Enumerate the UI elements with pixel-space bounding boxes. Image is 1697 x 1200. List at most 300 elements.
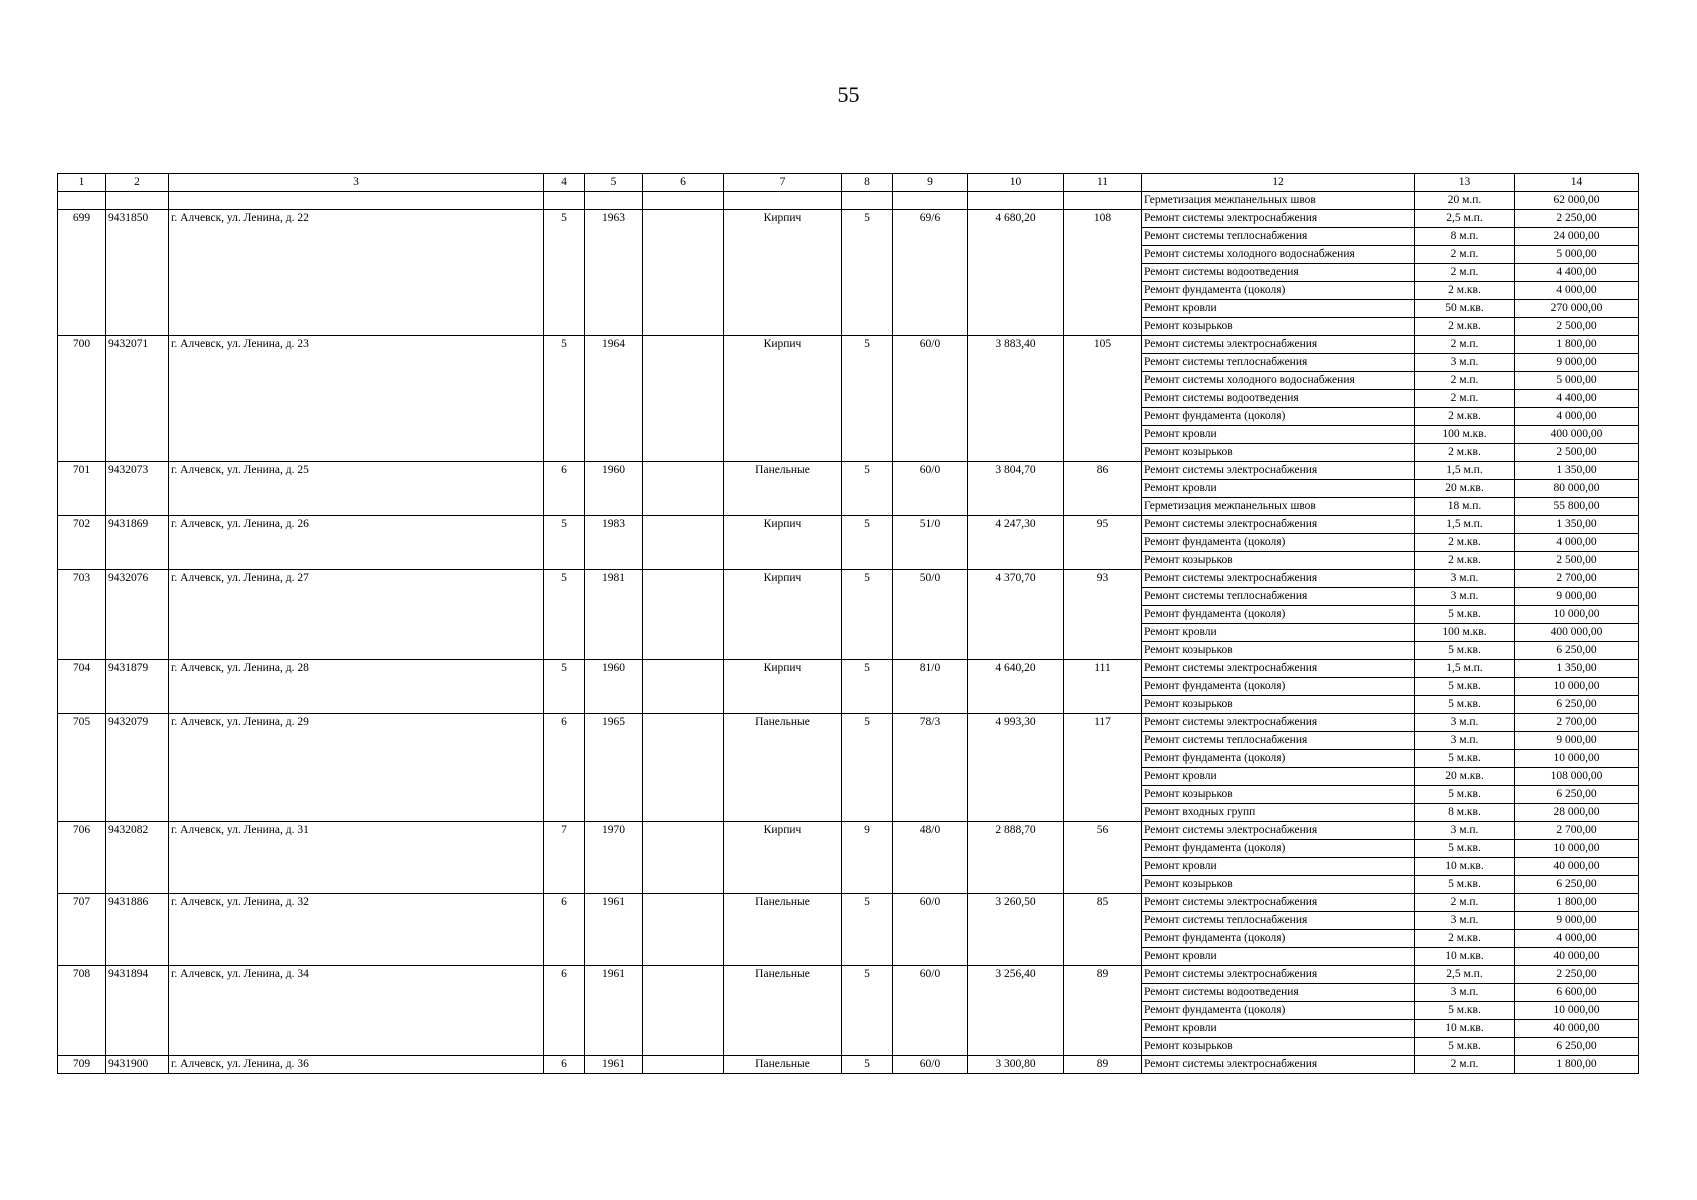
work-cost: 62 000,00 [1515,192,1639,210]
column-9-value: 60/0 [893,462,968,516]
work-name: Ремонт козырьков [1142,552,1415,570]
table-row [58,1056,1639,1074]
column-4-value: 6 [544,1056,585,1074]
work-quantity: 2,5 м.п. [1415,210,1515,228]
column-11-value: 111 [1064,660,1142,714]
work-quantity: 2 м.кв. [1415,318,1515,336]
work-cost: 9 000,00 [1515,588,1639,606]
work-name: Ремонт фундамента (цоколя) [1142,1002,1415,1020]
column-number-row [58,174,1639,192]
work-name: Ремонт системы холодного водоснабжения [1142,372,1415,390]
work-quantity: 2 м.кв. [1415,552,1515,570]
work-name: Ремонт системы холодного водоснабжения [1142,246,1415,264]
column-6-value [643,516,724,570]
work-name: Ремонт козырьков [1142,696,1415,714]
work-name: Ремонт системы электроснабжения [1142,660,1415,678]
work-cost: 2 500,00 [1515,552,1639,570]
work-quantity: 100 м.кв. [1415,426,1515,444]
work-cost: 1 800,00 [1515,336,1639,354]
work-cost: 2 700,00 [1515,714,1639,732]
work-cost: 6 250,00 [1515,786,1639,804]
table-row [58,336,1639,354]
column-11-value: 86 [1064,462,1142,516]
work-quantity: 5 м.кв. [1415,642,1515,660]
work-quantity: 10 м.кв. [1415,948,1515,966]
column-11-value: 117 [1064,714,1142,822]
object-code: 9431886 [106,894,169,966]
empty-cell [169,192,544,210]
work-cost: 4 400,00 [1515,264,1639,282]
work-quantity: 2 м.п. [1415,894,1515,912]
work-quantity: 5 м.кв. [1415,696,1515,714]
column-6-value [643,894,724,966]
total-area: 3 300,80 [968,1056,1064,1074]
column-6-value [643,660,724,714]
work-name: Ремонт кровли [1142,480,1415,498]
column-11-value: 105 [1064,336,1142,462]
total-area: 3 256,40 [968,966,1064,1056]
column-header: 1 [58,174,106,192]
work-cost: 4 000,00 [1515,282,1639,300]
address: г. Алчевск, ул. Ленина, д. 28 [169,660,544,714]
column-6-value [643,570,724,660]
column-9-value: 51/0 [893,516,968,570]
work-quantity: 20 м.кв. [1415,480,1515,498]
register-body [58,192,1639,1074]
work-cost: 40 000,00 [1515,1020,1639,1038]
column-header: 14 [1515,174,1639,192]
work-name: Ремонт козырьков [1142,318,1415,336]
work-name: Ремонт фундамента (цоколя) [1142,750,1415,768]
work-cost: 108 000,00 [1515,768,1639,786]
work-cost: 2 250,00 [1515,210,1639,228]
column-6-value [643,966,724,1056]
work-quantity: 3 м.п. [1415,354,1515,372]
column-header: 4 [544,174,585,192]
column-header: 12 [1142,174,1415,192]
address: г. Алчевск, ул. Ленина, д. 29 [169,714,544,822]
work-cost: 6 600,00 [1515,984,1639,1002]
work-quantity: 5 м.кв. [1415,1002,1515,1020]
work-cost: 2 500,00 [1515,444,1639,462]
object-code: 9431879 [106,660,169,714]
work-cost: 2 500,00 [1515,318,1639,336]
work-name: Ремонт системы водоотведения [1142,390,1415,408]
object-code: 9432073 [106,462,169,516]
floors-count: 5 [842,966,893,1056]
entry-number: 705 [58,714,106,822]
column-4-value: 6 [544,714,585,822]
work-quantity: 5 м.кв. [1415,678,1515,696]
work-cost: 1 350,00 [1515,462,1639,480]
work-cost: 1 800,00 [1515,894,1639,912]
repair-register-table [57,173,1639,1074]
work-quantity: 2 м.п. [1415,264,1515,282]
column-9-value: 78/3 [893,714,968,822]
work-name: Герметизация межпанельных швов [1142,498,1415,516]
work-quantity: 3 м.п. [1415,822,1515,840]
construction-year: 1960 [585,660,643,714]
work-name: Ремонт системы электроснабжения [1142,894,1415,912]
floors-count: 5 [842,570,893,660]
entry-number: 701 [58,462,106,516]
empty-cell [58,192,106,210]
total-area: 4 993,30 [968,714,1064,822]
wall-material: Кирпич [724,210,842,336]
column-header: 5 [585,174,643,192]
column-header: 11 [1064,174,1142,192]
work-name: Ремонт кровли [1142,624,1415,642]
total-area: 4 370,70 [968,570,1064,660]
page-number: 55 [837,82,860,107]
work-cost: 2 250,00 [1515,966,1639,984]
work-quantity: 2 м.кв. [1415,930,1515,948]
entry-number: 707 [58,894,106,966]
work-cost: 5 000,00 [1515,372,1639,390]
floors-count: 5 [842,210,893,336]
work-name: Ремонт системы электроснабжения [1142,462,1415,480]
address: г. Алчевск, ул. Ленина, д. 22 [169,210,544,336]
object-code: 9431850 [106,210,169,336]
floors-count: 5 [842,336,893,462]
work-name: Ремонт кровли [1142,858,1415,876]
column-header: 13 [1415,174,1515,192]
floors-count: 5 [842,894,893,966]
empty-cell [643,192,724,210]
work-name: Ремонт козырьков [1142,786,1415,804]
table-row [58,462,1639,480]
work-name: Ремонт системы теплоснабжения [1142,732,1415,750]
work-name: Ремонт кровли [1142,300,1415,318]
construction-year: 1970 [585,822,643,894]
work-name: Ремонт системы электроснабжения [1142,1056,1415,1074]
work-cost: 6 250,00 [1515,876,1639,894]
empty-cell [968,192,1064,210]
empty-cell [585,192,643,210]
work-name: Ремонт системы теплоснабжения [1142,912,1415,930]
entry-number: 708 [58,966,106,1056]
wall-material: Панельные [724,894,842,966]
construction-year: 1961 [585,966,643,1056]
work-name: Ремонт козырьков [1142,1038,1415,1056]
work-name: Ремонт фундамента (цоколя) [1142,606,1415,624]
work-name: Ремонт системы электроснабжения [1142,570,1415,588]
column-header: 10 [968,174,1064,192]
construction-year: 1964 [585,336,643,462]
construction-year: 1965 [585,714,643,822]
wall-material: Кирпич [724,516,842,570]
construction-year: 1983 [585,516,643,570]
work-quantity: 5 м.кв. [1415,750,1515,768]
work-quantity: 18 м.п. [1415,498,1515,516]
work-name: Ремонт фундамента (цоколя) [1142,408,1415,426]
address: г. Алчевск, ул. Ленина, д. 36 [169,1056,544,1074]
work-quantity: 100 м.кв. [1415,624,1515,642]
work-cost: 10 000,00 [1515,1002,1639,1020]
column-4-value: 5 [544,516,585,570]
work-cost: 80 000,00 [1515,480,1639,498]
address: г. Алчевск, ул. Ленина, д. 27 [169,570,544,660]
work-cost: 6 250,00 [1515,696,1639,714]
column-9-value: 60/0 [893,966,968,1056]
column-4-value: 6 [544,462,585,516]
column-9-value: 81/0 [893,660,968,714]
object-code: 9432071 [106,336,169,462]
column-header: 6 [643,174,724,192]
work-cost: 24 000,00 [1515,228,1639,246]
work-name: Ремонт системы электроснабжения [1142,210,1415,228]
work-cost: 4 000,00 [1515,534,1639,552]
work-name: Ремонт системы теплоснабжения [1142,228,1415,246]
work-name: Ремонт системы электроснабжения [1142,966,1415,984]
column-9-value: 48/0 [893,822,968,894]
table-row [58,210,1639,228]
column-11-value: 89 [1064,1056,1142,1074]
column-header: 3 [169,174,544,192]
entry-number: 709 [58,1056,106,1074]
continuation-row [58,192,1639,210]
work-quantity: 3 м.п. [1415,570,1515,588]
column-4-value: 6 [544,894,585,966]
work-quantity: 2 м.кв. [1415,408,1515,426]
empty-cell [724,192,842,210]
work-cost: 2 700,00 [1515,822,1639,840]
work-name: Ремонт кровли [1142,768,1415,786]
work-name: Ремонт фундамента (цоколя) [1142,678,1415,696]
column-header: 9 [893,174,968,192]
entry-number: 706 [58,822,106,894]
wall-material: Кирпич [724,336,842,462]
work-quantity: 8 м.п. [1415,228,1515,246]
construction-year: 1963 [585,210,643,336]
column-11-value: 95 [1064,516,1142,570]
work-quantity: 2 м.кв. [1415,534,1515,552]
work-cost: 400 000,00 [1515,426,1639,444]
work-name: Ремонт входных групп [1142,804,1415,822]
empty-cell [106,192,169,210]
object-code: 9432079 [106,714,169,822]
work-quantity: 2 м.п. [1415,390,1515,408]
wall-material: Панельные [724,1056,842,1074]
column-11-value: 85 [1064,894,1142,966]
column-4-value: 6 [544,966,585,1056]
work-quantity: 5 м.кв. [1415,840,1515,858]
column-11-value: 108 [1064,210,1142,336]
entry-number: 699 [58,210,106,336]
work-name: Ремонт системы теплоснабжения [1142,588,1415,606]
work-quantity: 1,5 м.п. [1415,660,1515,678]
floors-count: 5 [842,462,893,516]
work-cost: 270 000,00 [1515,300,1639,318]
work-cost: 10 000,00 [1515,750,1639,768]
work-quantity: 2 м.п. [1415,372,1515,390]
column-9-value: 60/0 [893,894,968,966]
address: г. Алчевск, ул. Ленина, д. 26 [169,516,544,570]
column-6-value [643,1056,724,1074]
column-11-value: 89 [1064,966,1142,1056]
column-4-value: 5 [544,570,585,660]
address: г. Алчевск, ул. Ленина, д. 34 [169,966,544,1056]
work-quantity: 3 м.п. [1415,732,1515,750]
floors-count: 5 [842,660,893,714]
table-row [58,894,1639,912]
object-code: 9431894 [106,966,169,1056]
work-cost: 10 000,00 [1515,678,1639,696]
object-code: 9431900 [106,1056,169,1074]
work-cost: 2 700,00 [1515,570,1639,588]
work-quantity: 5 м.кв. [1415,876,1515,894]
column-4-value: 5 [544,210,585,336]
work-cost: 55 800,00 [1515,498,1639,516]
construction-year: 1960 [585,462,643,516]
wall-material: Панельные [724,714,842,822]
column-9-value: 50/0 [893,570,968,660]
floors-count: 5 [842,516,893,570]
address: г. Алчевск, ул. Ленина, д. 25 [169,462,544,516]
work-quantity: 20 м.кв. [1415,768,1515,786]
wall-material: Кирпич [724,660,842,714]
address: г. Алчевск, ул. Ленина, д. 31 [169,822,544,894]
work-quantity: 3 м.п. [1415,714,1515,732]
work-name: Ремонт системы электроснабжения [1142,714,1415,732]
entry-number: 702 [58,516,106,570]
work-cost: 40 000,00 [1515,858,1639,876]
entry-number: 703 [58,570,106,660]
entry-number: 700 [58,336,106,462]
column-6-value [643,210,724,336]
work-name: Ремонт кровли [1142,426,1415,444]
table-row [58,660,1639,678]
table-row [58,516,1639,534]
work-name: Герметизация межпанельных швов [1142,192,1415,210]
work-name: Ремонт фундамента (цоколя) [1142,534,1415,552]
work-quantity: 8 м.кв. [1415,804,1515,822]
work-quantity: 3 м.п. [1415,912,1515,930]
work-cost: 9 000,00 [1515,732,1639,750]
entry-number: 704 [58,660,106,714]
column-9-value: 69/6 [893,210,968,336]
column-4-value: 7 [544,822,585,894]
work-name: Ремонт системы водоотведения [1142,264,1415,282]
wall-material: Панельные [724,966,842,1056]
work-name: Ремонт системы электроснабжения [1142,822,1415,840]
work-cost: 5 000,00 [1515,246,1639,264]
total-area: 4 247,30 [968,516,1064,570]
work-cost: 40 000,00 [1515,948,1639,966]
work-name: Ремонт козырьков [1142,444,1415,462]
work-cost: 6 250,00 [1515,1038,1639,1056]
work-quantity: 2 м.п. [1415,246,1515,264]
column-header: 7 [724,174,842,192]
work-cost: 28 000,00 [1515,804,1639,822]
work-quantity: 5 м.кв. [1415,606,1515,624]
wall-material: Панельные [724,462,842,516]
column-4-value: 5 [544,660,585,714]
work-name: Ремонт системы водоотведения [1142,984,1415,1002]
total-area: 3 883,40 [968,336,1064,462]
work-cost: 1 350,00 [1515,516,1639,534]
work-name: Ремонт фундамента (цоколя) [1142,282,1415,300]
address: г. Алчевск, ул. Ленина, д. 32 [169,894,544,966]
work-cost: 9 000,00 [1515,912,1639,930]
work-name: Ремонт козырьков [1142,876,1415,894]
work-quantity: 5 м.кв. [1415,1038,1515,1056]
column-6-value [643,462,724,516]
work-name: Ремонт фундамента (цоколя) [1142,840,1415,858]
work-quantity: 3 м.п. [1415,984,1515,1002]
empty-cell [842,192,893,210]
construction-year: 1961 [585,894,643,966]
column-6-value [643,336,724,462]
work-quantity: 50 м.кв. [1415,300,1515,318]
object-code: 9432076 [106,570,169,660]
work-quantity: 1,5 м.п. [1415,516,1515,534]
work-cost: 4 000,00 [1515,408,1639,426]
work-cost: 4 000,00 [1515,930,1639,948]
table-row [58,570,1639,588]
floors-count: 9 [842,822,893,894]
work-quantity: 3 м.п. [1415,588,1515,606]
total-area: 3 804,70 [968,462,1064,516]
work-quantity: 2 м.кв. [1415,444,1515,462]
work-cost: 4 400,00 [1515,390,1639,408]
object-code: 9431869 [106,516,169,570]
work-quantity: 1,5 м.п. [1415,462,1515,480]
wall-material: Кирпич [724,570,842,660]
work-name: Ремонт системы электроснабжения [1142,516,1415,534]
floors-count: 5 [842,714,893,822]
work-cost: 1 350,00 [1515,660,1639,678]
work-quantity: 10 м.кв. [1415,1020,1515,1038]
work-name: Ремонт козырьков [1142,642,1415,660]
construction-year: 1981 [585,570,643,660]
construction-year: 1961 [585,1056,643,1074]
wall-material: Кирпич [724,822,842,894]
address: г. Алчевск, ул. Ленина, д. 23 [169,336,544,462]
work-name: Ремонт фундамента (цоколя) [1142,930,1415,948]
empty-cell [893,192,968,210]
work-name: Ремонт системы электроснабжения [1142,336,1415,354]
work-name: Ремонт кровли [1142,948,1415,966]
total-area: 4 640,20 [968,660,1064,714]
column-4-value: 5 [544,336,585,462]
total-area: 2 888,70 [968,822,1064,894]
work-cost: 10 000,00 [1515,606,1639,624]
work-name: Ремонт кровли [1142,1020,1415,1038]
table-row [58,714,1639,732]
work-quantity: 2 м.кв. [1415,282,1515,300]
work-quantity: 2,5 м.п. [1415,966,1515,984]
column-6-value [643,714,724,822]
column-header: 8 [842,174,893,192]
column-6-value [643,822,724,894]
work-quantity: 2 м.п. [1415,336,1515,354]
work-quantity: 2 м.п. [1415,1056,1515,1074]
total-area: 4 680,20 [968,210,1064,336]
total-area: 3 260,50 [968,894,1064,966]
work-cost: 9 000,00 [1515,354,1639,372]
work-cost: 10 000,00 [1515,840,1639,858]
object-code: 9432082 [106,822,169,894]
work-cost: 6 250,00 [1515,642,1639,660]
work-name: Ремонт системы теплоснабжения [1142,354,1415,372]
column-9-value: 60/0 [893,1056,968,1074]
empty-cell [544,192,585,210]
table-row [58,966,1639,984]
work-quantity: 10 м.кв. [1415,858,1515,876]
column-header: 2 [106,174,169,192]
work-cost: 400 000,00 [1515,624,1639,642]
